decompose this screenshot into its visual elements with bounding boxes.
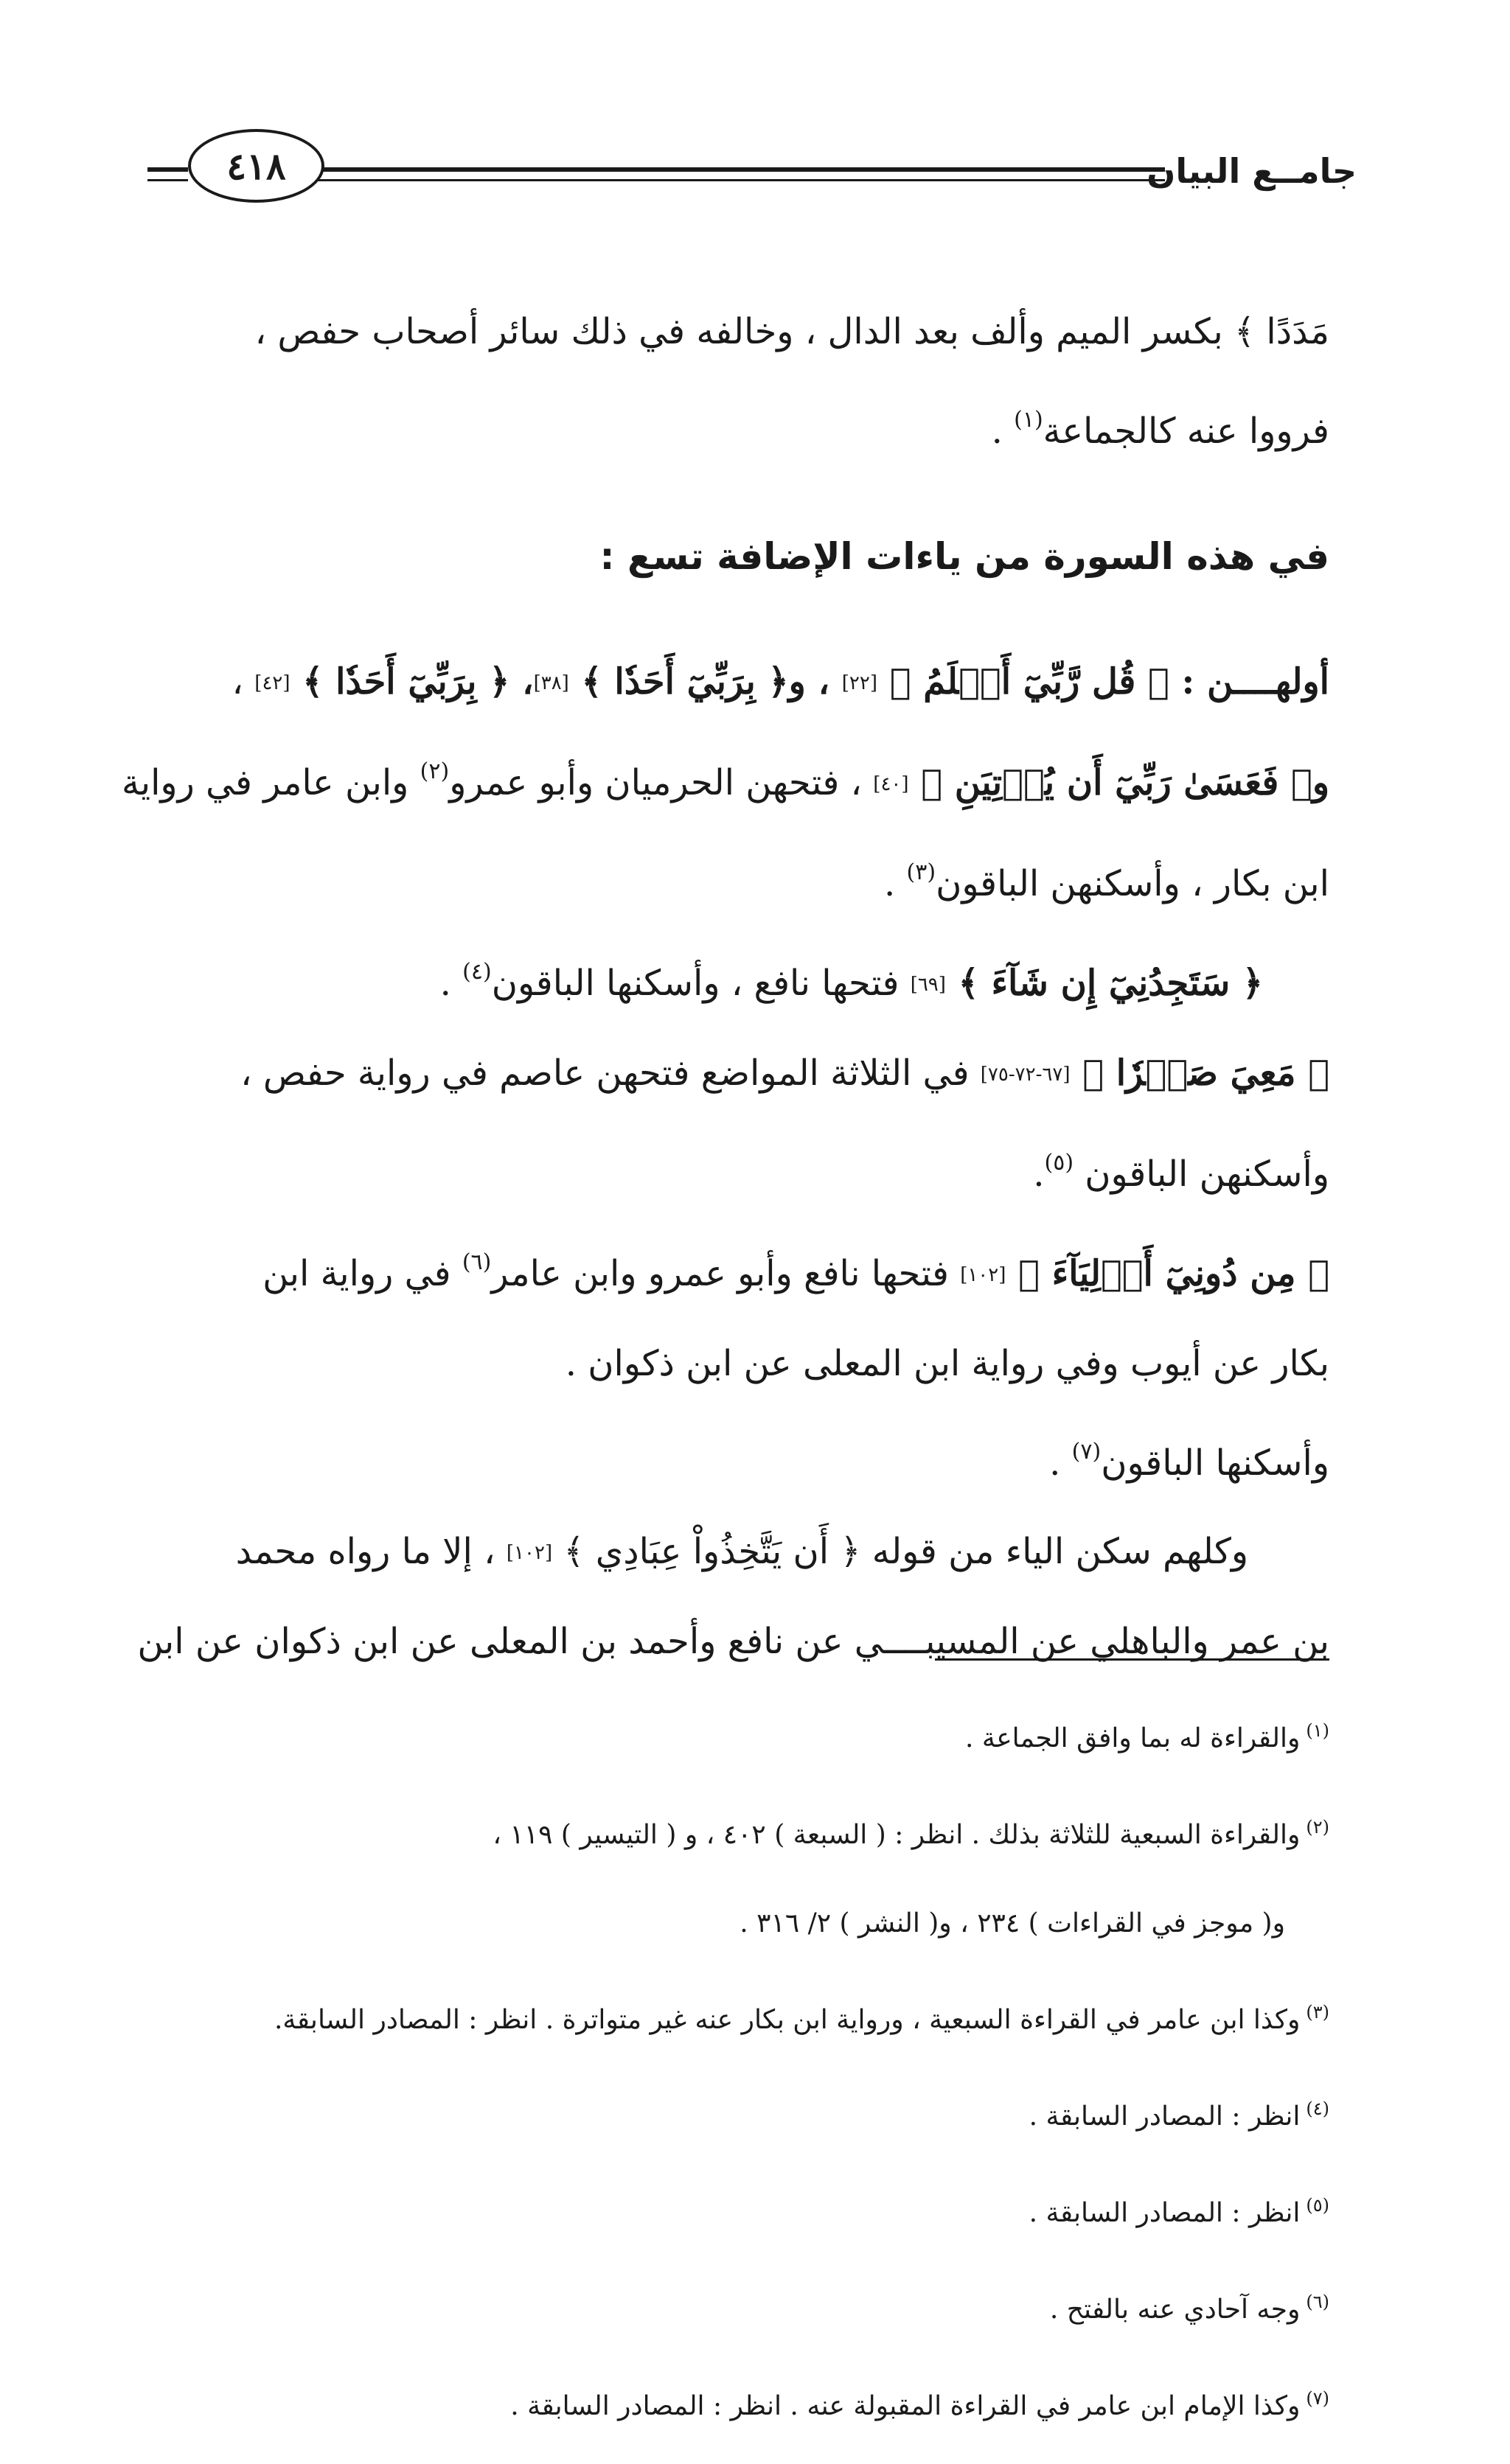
footnote-marker[interactable]: (٦): [462, 1249, 492, 1275]
section-heading: في هذه السورة من ياءات الإضافة تسع :: [599, 535, 1329, 578]
verse-ref: [٦٩]: [910, 974, 946, 996]
footnote: $^{(١)}$والقراءة له بما وافق الجماعة .: [965, 1720, 1329, 1753]
verse-ref: [٦٧-٧٢-٧٥]: [980, 1064, 1071, 1086]
footnote: $^{(٤)}$انظر : المصادر السابقة .: [1029, 2098, 1329, 2132]
text-line: ابن بكار ، وأسكنهن الباقون$^{(٣)}$ .: [884, 859, 1329, 904]
text-line: وأسكنهن الباقون $^{(٥)}$.: [1033, 1150, 1329, 1195]
footnote: $^{(٧)}$وكذا الإمام ابن عامر في القراءة المقبولة عنه . انظر : المصادر السابقة .: [510, 2388, 1329, 2421]
text-line: وكلهم سكن الياء من قوله ﴿ أَن يَتَّخِذُواْ عِبَادِي ﴾ [١٠٢] ، إلا ما رواه محمد: [235, 1531, 1248, 1572]
footnote-marker[interactable]: (٥): [1044, 1150, 1074, 1176]
verse-ref: [٤٢]: [254, 672, 290, 694]
text-line: ﴿ مَعِيَ صَبۡرٗا ﴾ [٦٧-٧٢-٧٥] في الثلاثة المواضع فتحهن عاصم في رواية حفص ،: [240, 1053, 1329, 1094]
text-line: ﴿ مِن دُونِيٓ أَوۡلِيَآءَ ﴾ [١٠٢] فتحها نافع وأبو عمرو وابن عامر$^{(٦)}$ في رواية ابن: [262, 1249, 1329, 1294]
text-line: مَدَدًا ﴾ بكسر الميم وألف بعد الدال ، وخالفه في ذلك سائر أصحاب حفص ،: [254, 311, 1329, 352]
text-line: و﴿ فَعَسَىٰ رَبِّيٓ أَن يُؤۡتِيَنِ ﴾ [٤٠] ، فتحهن الحرميان وأبو عمرو$^{(٢)}$ وابن عامر في رواية: [121, 758, 1329, 803]
footnote-marker[interactable]: (٢): [420, 758, 450, 784]
footnote: $^{(٥)}$انظر : المصادر السابقة .: [1029, 2195, 1329, 2228]
header-rule: [295, 167, 1165, 181]
verse-ref: [١٠٢]: [960, 1264, 1006, 1286]
page-number: ٤١٨: [188, 129, 324, 203]
footnote: $^{(٦)}$وجه آحادي عنه بالفتح .: [1049, 2292, 1329, 2325]
footnotes: [172, 1673, 1329, 2464]
verse-ref: [٢٢]: [841, 672, 878, 694]
footnote-divider: [935, 1658, 1329, 1661]
main-text: [121, 287, 1329, 1686]
text-line: بكار عن أيوب وفي رواية ابن المعلى عن ابن ذكوان .: [565, 1343, 1329, 1384]
verse-ref: [٣٨]: [533, 672, 569, 694]
text-line: أولهــــن : ﴿ قُل رَّبِّيٓ أَعۡلَمُ ﴾ [٢٢] ، و﴿ بِرَبِّيٓ أَحَدٗا ﴾ [٣٨]، ﴿ بِرَبِّيٓ أَحَدٗا ﴾ [٤٢] ،: [232, 661, 1329, 702]
footnote-continuation: و( موجز في القراءات ) ٢٣٤ ، و( النشر ) ٢/ ٣١٦ .: [740, 1908, 1285, 1938]
page-header: [147, 129, 1357, 210]
text-line: ﴿ سَتَجِدُنِيٓ إِن شَآءَ ﴾ [٦٩] فتحها نافع ، وأسكنها الباقون$^{(٤)}$ .: [439, 959, 1263, 1004]
footnote: $^{(٢)}$والقراءة السبعية للثلاثة بذلك . انظر : ( السبعة ) ٤٠٢ ، و ( التيسير ) ١١٩ ،: [493, 1817, 1329, 1850]
verse-ref: [١٠٢]: [506, 1542, 553, 1564]
footnote-marker[interactable]: (١): [1014, 407, 1043, 433]
text-line: وأسكنها الباقون$^{(٧)}$ .: [1049, 1439, 1329, 1484]
header-rule-left: [147, 167, 188, 181]
verse-ref: [٤٠]: [873, 773, 909, 795]
footnote-marker[interactable]: (٣): [906, 859, 936, 885]
footnote-marker[interactable]: (٧): [1071, 1439, 1102, 1465]
footnote-marker[interactable]: (٤): [462, 959, 492, 985]
text-line: بن عمر والباهلي عن المسيبــــي عن نافع وأحمد بن المعلى عن ابن ذكوان عن ابن: [137, 1621, 1329, 1662]
footnote: $^{(٣)}$وكذا ابن عامر في القراءة السبعية ، ورواية ابن بكار عنه غير متواترة . انظر : المصادر السابقة.: [274, 2002, 1329, 2035]
text-line: فرووا عنه كالجماعة$^{(١)}$ .: [991, 407, 1329, 452]
running-title: جامــع البيان: [1147, 151, 1357, 191]
